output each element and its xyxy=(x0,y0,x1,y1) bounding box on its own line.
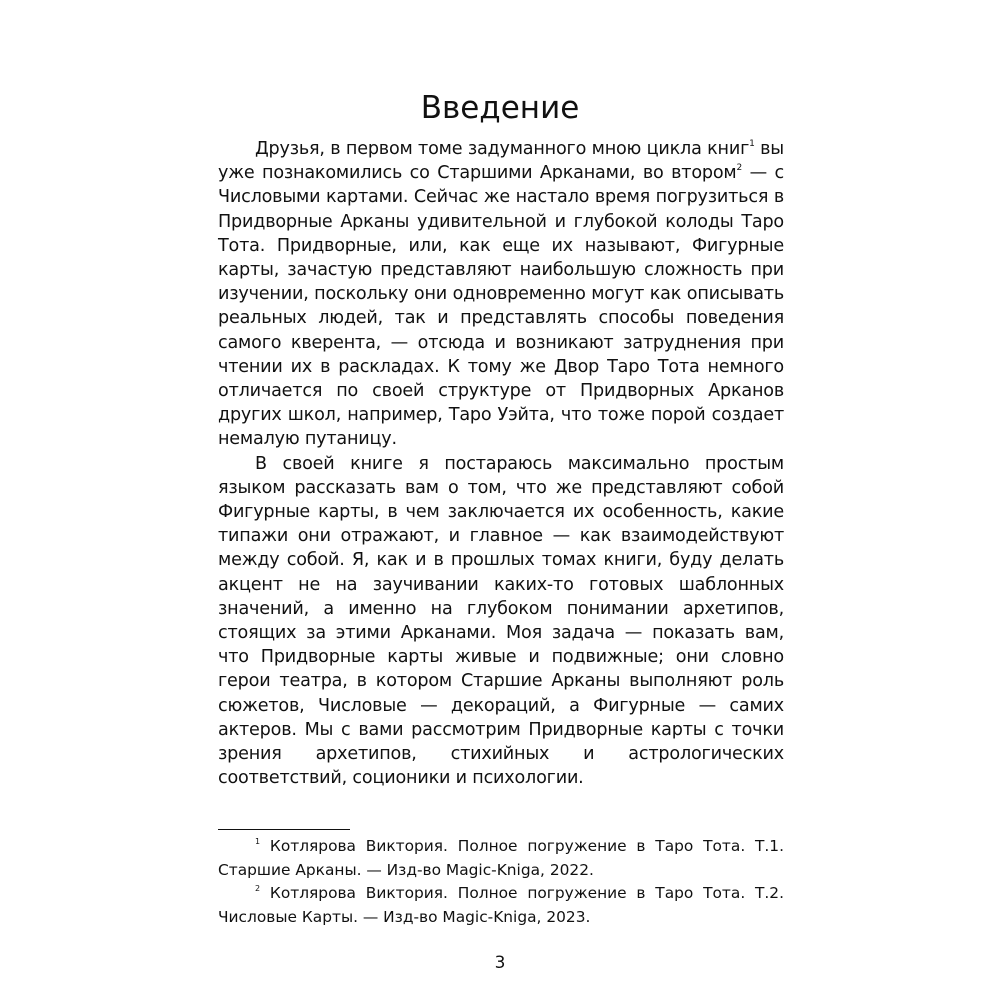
footnote-ref-1[interactable]: 1 xyxy=(749,139,755,149)
footnote-ref-2[interactable]: 2 xyxy=(736,163,743,174)
footnote-1-marker: 1 xyxy=(255,837,261,846)
footnote-1-text: Котлярова Виктория. Полное погружение в Таро Тота. Т.1. Старшие Арканы. — Изд-во Magic-Kniga, 2022. xyxy=(218,837,784,879)
paragraph-1-part-a: Друзья, в первом томе задуманного мною цикла книг xyxy=(255,139,750,159)
paragraph-2: В своей книге я постараюсь максимально простым языком рассказать вам о том, что же представляют собой Фигурные карты, в чем заключается их особенность, какие типажи они отражают, и главное — как взаимодействуют между собой. Я, как и в прошлых томах книги, буду делать акцент не на заучивании каких-то готовых шаблонных значений, а именно на глубоком понимании архетипов, стоящих за этими Арканами. Моя задача — показать вам, что Придворные карты живые и подвижные; они словно герои театра, в котором Старшие Арканы выполняют роль сюжетов, Числовые — декораций, а Фигурные — самих актеров. Мы с вами рассмотрим Придворные карты с точки зрения архетипов, стихийных и астрологических соответствий, соционики и психологии. xyxy=(218,453,784,789)
page-number: 3 xyxy=(494,953,506,973)
chapter-body xyxy=(218,137,784,790)
footnote-2-text: Котлярова Виктория. Полное погружение в Таро Тота. Т.2. Числовые Карты. — Изд-во Magic-Kniga, 2023. xyxy=(218,884,784,926)
paragraph-1-part-c: — с Числовыми картами. Сейчас же настало время погрузиться в Придворные Арканы удивительной и глубокой колоды Таро Тота. Придворные, или, как еще их называют, Фигурные карты, зачастую представляют наибольшую сложность при изучении, поскольку они одновременно могут как описывать реальных людей, так и представлять способы поведения самого кверента, — отсюда и возникают затруднения при чтении их в раскладах. К тому же Двор Таро Тота немного отличается по своей структуре от Придворных Арканов других школ, например, Таро Уэйта, что тоже порой создает немалую путаницу. xyxy=(218,163,784,450)
footnote-2 xyxy=(218,882,784,929)
footnotes xyxy=(218,835,784,929)
paragraph-1 xyxy=(218,137,784,452)
footnote-1 xyxy=(218,835,784,882)
footnote-2-marker: 2 xyxy=(255,884,261,893)
footnote-divider xyxy=(218,829,350,830)
paragraph-1-part-b: вы уже познакомились со Старшими Арканами, во втором xyxy=(218,139,785,184)
chapter-title: Введение xyxy=(420,90,580,126)
